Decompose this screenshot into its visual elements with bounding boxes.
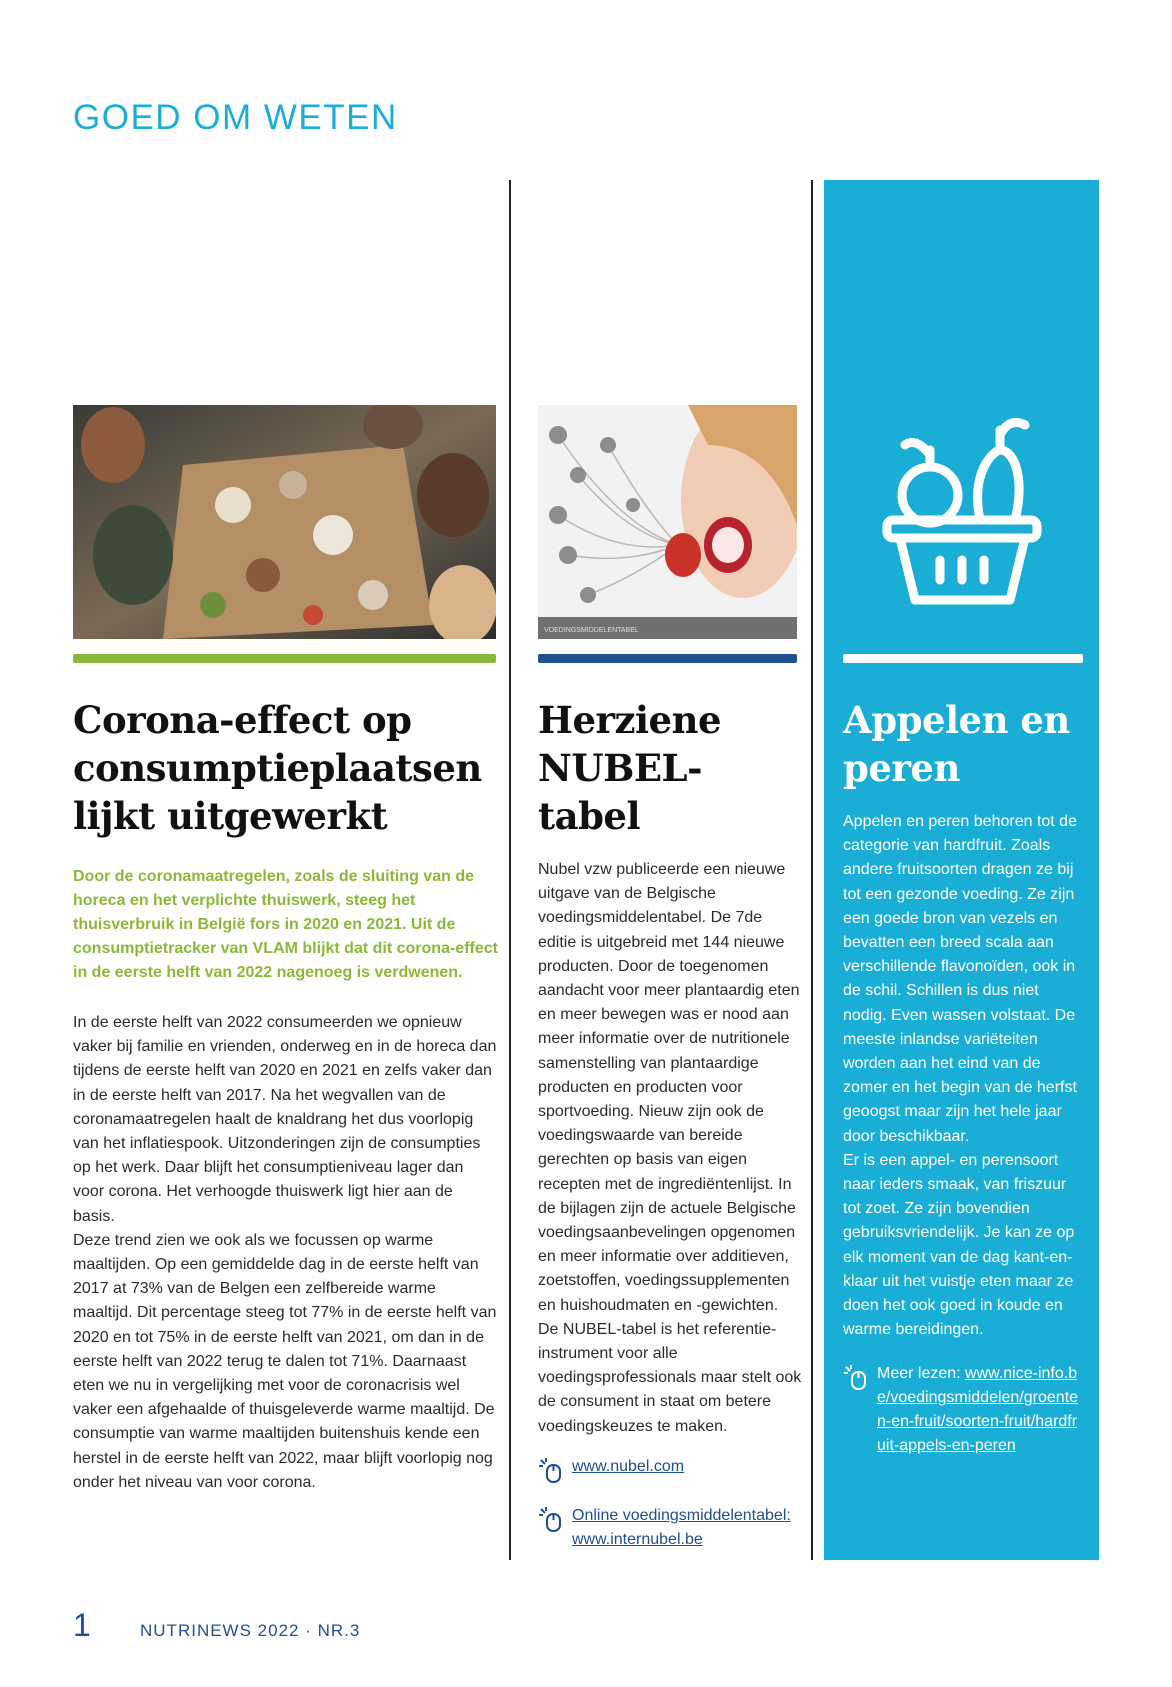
column-divider — [509, 180, 511, 1560]
article-headline: Corona-effect op consumptieplaatsen lijkt uitgewerkt — [73, 698, 482, 838]
nice-info-link[interactable]: www.nice-info.be/voedingsmiddelen/groenten-en-fruit/soorten-fruit/hardfruit-appels-en-peren — [877, 1365, 1079, 1455]
read-more-label: Meer lezen: — [877, 1365, 966, 1383]
article-nubel — [538, 696, 803, 1552]
mouse-click-icon — [538, 1506, 564, 1537]
page-number: 1 — [73, 1607, 91, 1643]
column-divider — [811, 180, 813, 1560]
article-fruit — [843, 696, 1083, 1458]
article-paragraph: Nubel vzw publiceerde een nieuwe uitgave van de Belgische voedingsmiddelentabel. De 7de editie is uitgebreid met 144 nieuwe producten. Door de toegenomen aandacht voor meer plantaardig eten en meer bewegen was er nood aan meer informatie over de nutritionele samenstelling van plantaardige producten en producten voor sportvoeding. Nieuw zijn ook de voedingswaarde van bereide gerechten op basis van eigen recepten met de ingrediëntenlijst. In de bijlagen zijn de actuele Belgische voedingsaanbevelingen opgenomen en meer informatie over additieven, zoetstoffen, voedingssupplementen en huishoudmaten en -gewichten. — [538, 861, 800, 1314]
link-row — [843, 1362, 1083, 1458]
section-title: GOED OM WETEN — [73, 98, 398, 137]
dinner-table-photo — [73, 405, 496, 639]
nubel-cover-label: VOEDINGSMIDDELENTABEL — [544, 627, 639, 634]
article-corona — [73, 696, 498, 1495]
mouse-click-icon — [843, 1364, 869, 1395]
internubel-link[interactable]: Online voedingsmiddelentabel: www.internubel.be — [572, 1506, 791, 1548]
link-row — [538, 1504, 803, 1552]
white-accent-bar — [843, 654, 1083, 663]
nubel-cover-image — [538, 405, 797, 639]
article-paragraph: De NUBEL-tabel is het referentie-instrument voor alle voedingsprofessionals maar stelt ook de consument in staat om betere voedingskeuzes te maken. — [538, 1320, 802, 1435]
nubel-link[interactable]: www.nubel.com — [572, 1457, 685, 1475]
fruit-basket-icon — [875, 410, 1050, 610]
mouse-click-icon — [538, 1457, 564, 1488]
article-paragraph: In de eerste helft van 2022 consumeerden we opnieuw vaker bij familie en vrienden, onderweg en in de horeca dan tijdens de eerste helft van 2020 en 2021 en zelfs vaker dan in de eerste helft van 2017. Na het wegvallen van de coronamaatregelen haalt de knaldrang het dus voorlopig van het inflatiespook. Uitzonderingen zijn de consumpties op het werk. Daar blijft het consumptieniveau lager dan voor corona. Het verhoogde thuiswerk ligt hier aan de basis. — [73, 1014, 497, 1225]
blue-accent-bar — [538, 654, 797, 663]
article-headline: Herziene NUBEL-tabel — [538, 698, 722, 838]
article-headline: Appelen en peren — [843, 698, 1070, 790]
read-more — [877, 1362, 1083, 1458]
article-lead: Door de coronamaatregelen, zoals de sluiting van de horeca en het verplichte thuiswerk, steeg het thuisverbruik in België fors in 2020 en 2021. Uit de consumptietracker van VLAM blijkt dat dit corona-effect in de eerste helft van 2022 nagenoeg is verdwenen. — [73, 868, 498, 981]
green-accent-bar — [73, 654, 496, 663]
link-row — [538, 1455, 803, 1488]
issue-label: NUTRINEWS 2022 · NR.3 — [140, 1621, 361, 1640]
article-paragraph: Appelen en peren behoren tot de categorie van hardfruit. Zoals andere fruitsoorten dragen ze bij tot een gezonde voeding. Ze zijn een goede bron van vezels en bevatten een breed scala aan verschillende flavonoïden, ook in de schil. Schillen is dus niet nodig. Even wassen volstaat. De meeste inlandse variëteiten worden aan het eind van de zomer en het begin van de herfst geoogst maar zijn het hele jaar door beschikbaar. — [843, 813, 1077, 1145]
article-paragraph: Er is een appel- en perensoort naar ieders smaak, van friszuur tot zoet. Ze zijn bovendien gebruiksvriendelijk. Je kan ze op elk moment van de dag kant-en-klaar uit het vuistje eten maar ze doen het ook goed in koude en warme bereidingen. — [843, 1151, 1075, 1339]
article-paragraph: Deze trend zien we ook als we focussen op warme maaltijden. Op een gemiddelde dag in de eerste helft van 2017 at 73% van de Belgen een zelfbereide warme maaltijd. Dit percentage steeg tot 77% in de eerste helft van 2020 en tot 75% in de eerste helft van 2021, om dan in de eerste helft van 2022 terug te dalen tot 71%. Daarnaast eten we nu in vergelijking met voor de coronacrisis wel vaker een afgehaalde of thuisgeleverde warme maaltijd. De consumptie van warme maaltijden buitenshuis kende een herstel in de eerste helft van 2022, maar blijft voorlopig nog onder het niveau van voor corona. — [73, 1231, 497, 1491]
